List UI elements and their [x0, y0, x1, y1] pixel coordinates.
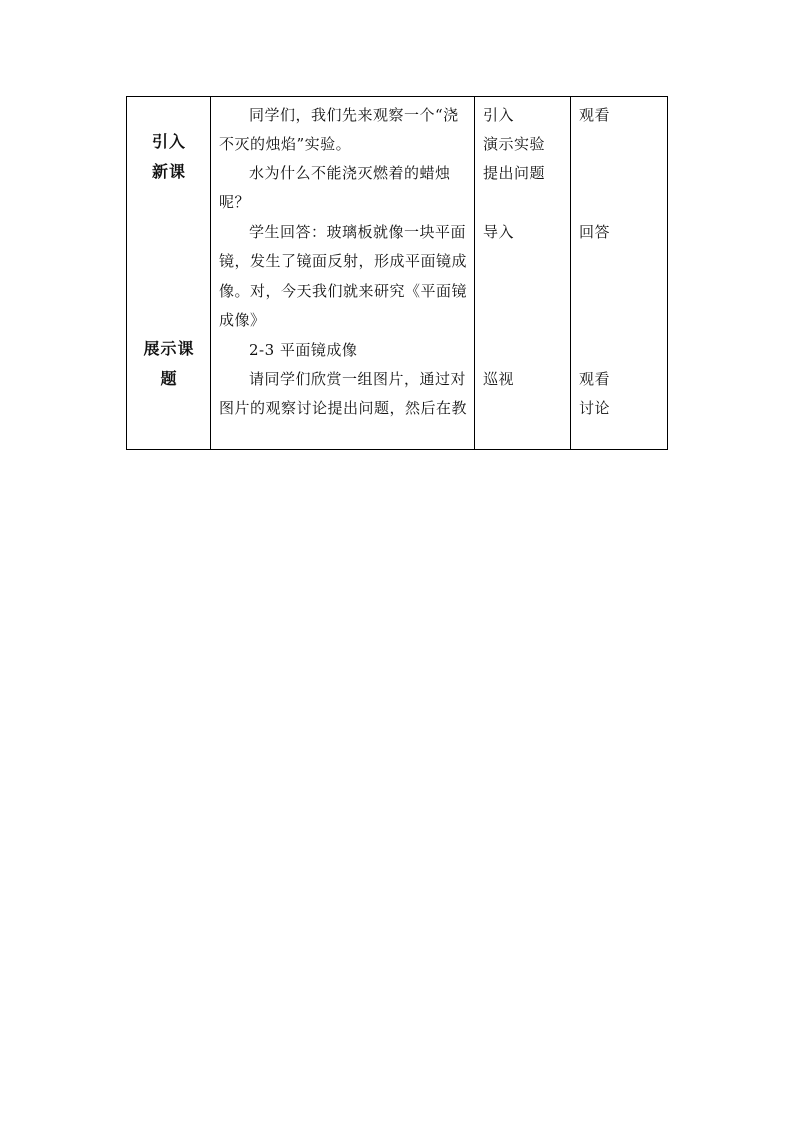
teacher-activity: 巡视 [483, 370, 515, 388]
teacher-activity: 演示实验 [483, 135, 546, 153]
stage-cell [127, 97, 211, 450]
content-line: 像。对，今天我们就来研究《平面镜 [219, 282, 468, 300]
table-row [127, 97, 668, 450]
teacher-activity: 提出问题 [483, 164, 546, 182]
student-activity: 回答 [579, 223, 611, 241]
stage-topic-line-1: 展示课 [143, 339, 195, 358]
teacher-activity: 引入 [483, 106, 515, 124]
content-line: 不灭的烛焰”实验。 [219, 135, 352, 153]
lesson-plan-table [126, 96, 668, 450]
content-cell [211, 97, 475, 450]
content-line: 呢？ [219, 193, 251, 211]
content-line: 镜，发生了镜面反射，形成平面镜成 [219, 252, 468, 270]
student-activity: 观看 [579, 106, 611, 124]
student-activity: 讨论 [579, 399, 611, 417]
content-line: 请同学们欣赏一组图片，通过对 [249, 370, 467, 388]
teacher-activity: 导入 [483, 223, 515, 241]
stage-topic-line-2: 题 [160, 369, 178, 388]
student-activity-cell [571, 97, 668, 450]
content-line: 成像》 [219, 311, 266, 329]
content-line: 水为什么不能浇灭燃着的蜡烛 [249, 164, 451, 182]
teacher-activity-cell [475, 97, 571, 450]
content-line: 学生回答：玻璃板就像一块平面 [249, 223, 467, 241]
content-line: 2-3 平面镜成像 [249, 341, 358, 359]
stage-intro-line-1: 引入 [151, 132, 186, 151]
content-line: 图片的观察讨论提出问题，然后在教 [219, 399, 468, 417]
content-line: 同学们，我们先来观察一个“浇 [249, 106, 459, 124]
student-activity: 观看 [579, 370, 611, 388]
stage-intro-line-2: 新课 [151, 162, 186, 181]
